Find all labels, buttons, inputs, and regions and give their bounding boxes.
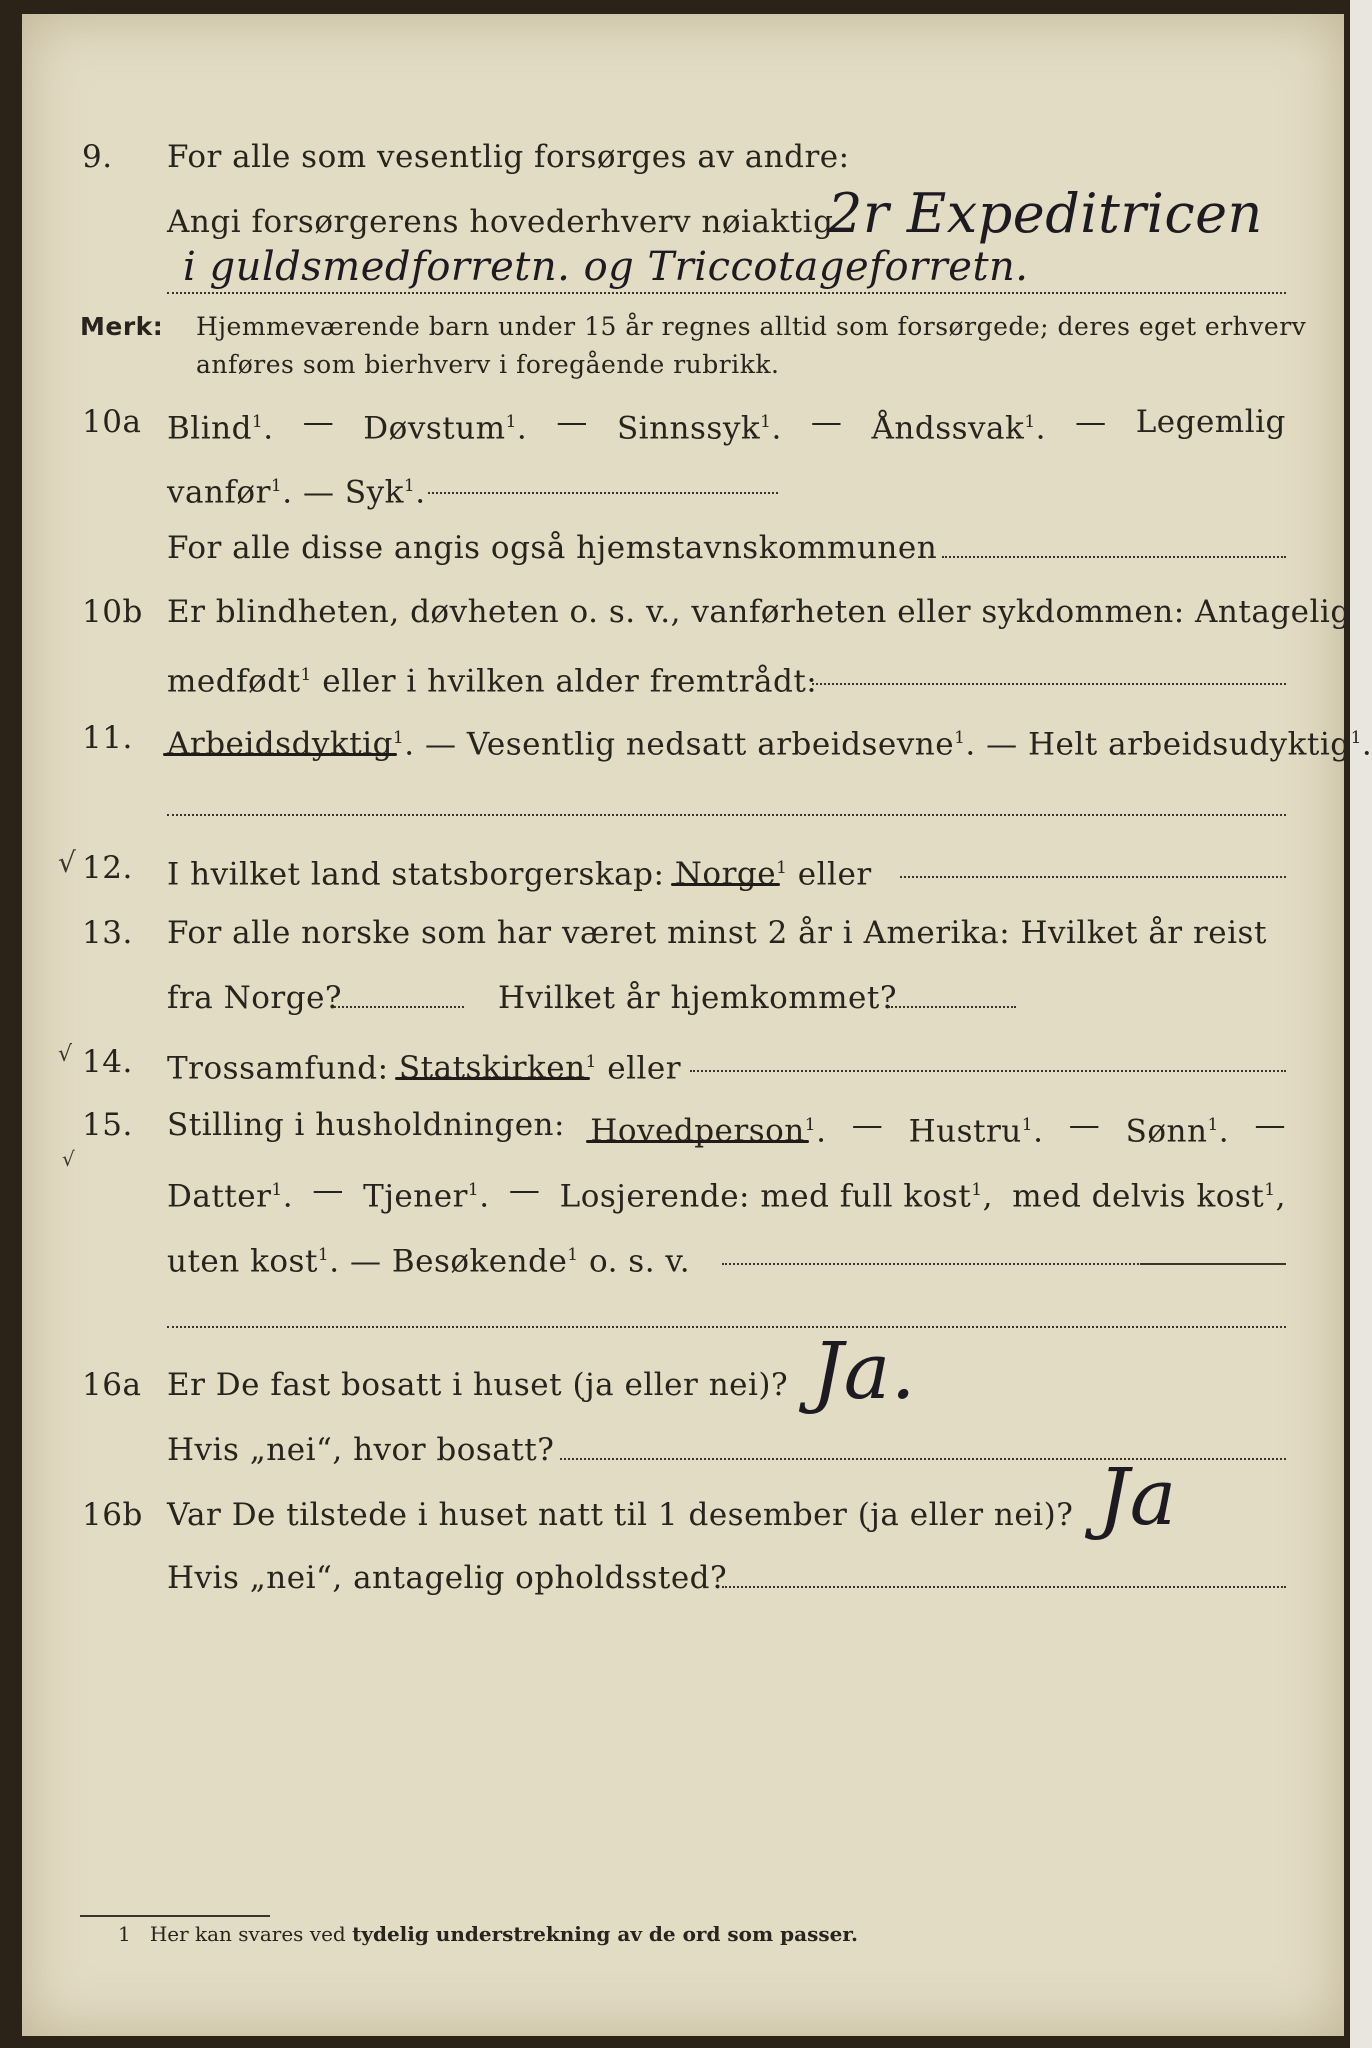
q10b-number: 10b [82, 594, 143, 630]
q9-text: For alle som vesentlig forsørges av andre: [167, 139, 850, 175]
q12-text: I hvilket land statsborgerskap: Norge $^1$ eller [167, 856, 872, 893]
q9-line3 [0, 244, 1366, 310]
q14-answer-line [690, 1070, 1286, 1072]
q14-answer-statskirken: Statskirken [399, 1050, 586, 1086]
q12-selected-underline [671, 883, 780, 886]
q15-opt-besokende: Besøkende [391, 1243, 568, 1280]
q12-answer-line [900, 876, 1286, 878]
q10a-opt-sinnssyk: Sinnssyk$^1$. [616, 410, 782, 447]
q16b-text-2: Hvis „nei“, antagelig opholdssted? [167, 1560, 728, 1596]
q11-line1 [0, 708, 1372, 768]
q16b-number: 16b [82, 1497, 143, 1533]
q15-options-2: Datter$^1$. — Tjener$^1$. — Losjerende: med full kost$^1$, med delvis kost$^1$, [167, 1160, 1286, 1226]
q10a-dash-4: — [1075, 404, 1107, 440]
q10a-opt-blind: Blind$^1$. [167, 410, 274, 447]
q10a-opt-legemlig: Legemlig [1135, 404, 1286, 440]
q14-text: Trossamfund: Statskirken $^1$ eller [167, 1050, 682, 1087]
q10a-syk-line [428, 492, 778, 494]
q16a-text: Er De fast bosatt i huset (ja eller nei)? [167, 1367, 789, 1403]
q11-selected-underline [163, 753, 397, 756]
margin-check-mark-2: √ [58, 1042, 73, 1067]
q10a-text-2: vanfør$^1$. — Syk$^1$. [167, 474, 426, 511]
q16a-bosatt-line [560, 1458, 1286, 1460]
q15-options-1: Stilling i husholdningen: Hovedperson $^1$. — Hustru$^1$. — Sønn$^1$. — [167, 1095, 1286, 1161]
footnote-rule [80, 1915, 270, 1917]
q10a-options [167, 392, 1286, 458]
q16a-line1 [0, 1327, 1366, 1417]
q10b-alder-line [812, 683, 1286, 685]
q9-handwritten-answer-1: 2r Expeditricen [828, 182, 1263, 245]
q10b-line1 [0, 582, 1366, 642]
q15-opt-uten: uten kost [167, 1243, 318, 1280]
q16b-opholdssted-line [722, 1586, 1286, 1588]
q12-number: 12. [82, 850, 133, 886]
q15-number: 15. [82, 1107, 133, 1143]
q15-opt-losj-full: Losjerende: med full kost$^1$, [559, 1178, 993, 1215]
q9-handwritten-answer-2: i guldsmedforretn. og Triccotageforretn. [183, 244, 1029, 290]
q14-number: 14. [82, 1044, 133, 1080]
q10a-line1 [0, 392, 1366, 452]
q15-line1 [0, 1095, 1366, 1171]
margin-check-mark-3: √ [62, 1147, 76, 1171]
q11-line2 [0, 778, 1366, 838]
q15-opt-hustru: Hustru$^1$. [908, 1113, 1044, 1150]
margin-check-mark-1: √ [58, 846, 77, 879]
q16b-line2 [0, 1548, 1366, 1608]
q9-answer-line [167, 292, 1286, 294]
q11-opt-udyktig: Helt arbeidsudyktig [1027, 726, 1351, 763]
q13-number: 13. [82, 915, 133, 951]
footnote-marker: 1 [118, 1922, 131, 1946]
merk-line2: anføres som bierhverv i foregående rubrikk. [196, 350, 780, 379]
q11-number: 11. [82, 720, 133, 756]
q15-opt-losj-delvis: med delvis kost$^1$, [1012, 1178, 1286, 1215]
q13-text-3: Hvilket år hjemkommet? [498, 980, 897, 1016]
q9-line2 [0, 182, 1366, 252]
merk-note [0, 308, 1366, 388]
q11-opt-arbeidsdyktig: Arbeidsdyktig [167, 726, 393, 762]
q15-answer-line [722, 1263, 1142, 1265]
q16a-handwritten-answer: Ja. [812, 1327, 917, 1417]
q10a-text-3: For alle disse angis også hjemstavnskommunen [167, 530, 938, 566]
q14-line [0, 1032, 1366, 1092]
q9-line1 [0, 127, 1366, 187]
q11-options: Arbeidsdyktig $^1$. — Vesentlig nedsatt arbeidsevne$^1$. — Helt arbeidsudyktig$^1$. [167, 708, 1372, 774]
q16a-number: 16a [82, 1367, 142, 1403]
q14-selected-underline [395, 1077, 590, 1080]
footnote-text-bold: tydelig understrekning av de ord som passer. [352, 1922, 858, 1946]
q13-text: For alle norske som har været minst 2 år i Amerika: Hvilket år reist [167, 915, 1267, 951]
q16b-handwritten-answer: Ja [1098, 1453, 1177, 1543]
q10a-opt-andssvak: Åndssvak$^1$. [871, 410, 1046, 447]
q9-text-2: Angi forsørgerens hovederhverv nøiaktig [167, 204, 834, 240]
q13-text-2: fra Norge? [167, 980, 343, 1016]
q10a-line2 [0, 456, 1366, 516]
merk-label: Merk: [80, 312, 164, 341]
q12-line [0, 838, 1366, 898]
q15-line4 [0, 1290, 1366, 1350]
q13-line2 [0, 968, 1366, 1028]
q10a-dash-1: — [302, 404, 335, 440]
q12-answer-norge: Norge [675, 856, 776, 892]
q16a-text-2: Hvis „nei“, hvor bosatt? [167, 1432, 555, 1468]
q10b-line2 [0, 645, 1366, 705]
q11-opt-nedsatt: Vesentlig nedsatt arbeidsevne [466, 726, 955, 763]
q15-opt-sonn: Sønn$^1$. [1125, 1113, 1230, 1150]
q10a-hjemstavn-line [942, 556, 1286, 558]
q15-line3 [0, 1225, 1366, 1285]
q15-blank-line [167, 1326, 1286, 1328]
merk-line1: Hjemmeværende barn under 15 år regnes alltid som forsørgede; deres eget erhverv [196, 312, 1307, 341]
q16b-text: Var De tilstede i huset natt til 1 desember (ja eller nei)? [167, 1497, 1074, 1533]
q15-options-3: uten kost$^1$. — Besøkende$^1$ o. s. v. [167, 1243, 691, 1280]
q10a-number: 10a [82, 404, 142, 440]
q15-line2 [0, 1160, 1366, 1220]
q13-reist-line [334, 1006, 464, 1008]
q15-opt-hovedperson: Hovedperson [590, 1113, 804, 1149]
footnote-text: Her kan svares ved [149, 1922, 346, 1946]
q10b-text-2: medfødt$^1$ eller i hvilken alder fremtrådt: [167, 663, 818, 700]
q15-opt-datter: Datter$^1$. [167, 1178, 294, 1215]
q15-opt-tjener: Tjener$^1$. [363, 1178, 490, 1215]
q10a-dash-3: — [810, 404, 843, 440]
q10a-dash-2: — [556, 404, 588, 440]
q16b-line1 [0, 1453, 1366, 1545]
q11-blank-line [167, 814, 1286, 816]
q13-line1 [0, 903, 1366, 963]
q15-selected-underline [586, 1140, 808, 1143]
q10a-opt-dovstum: Døvstum$^1$. [363, 410, 528, 447]
q9-number: 9. [82, 139, 113, 175]
q10b-text: Er blindheten, døvheten o. s. v., vanførheten eller sykdommen: Antagelig [167, 594, 1351, 630]
q15-answer-line-solid [1142, 1263, 1286, 1265]
q10a-line3 [0, 518, 1366, 578]
footnote [118, 1922, 858, 1946]
q13-hjemkommet-line [888, 1006, 1016, 1008]
